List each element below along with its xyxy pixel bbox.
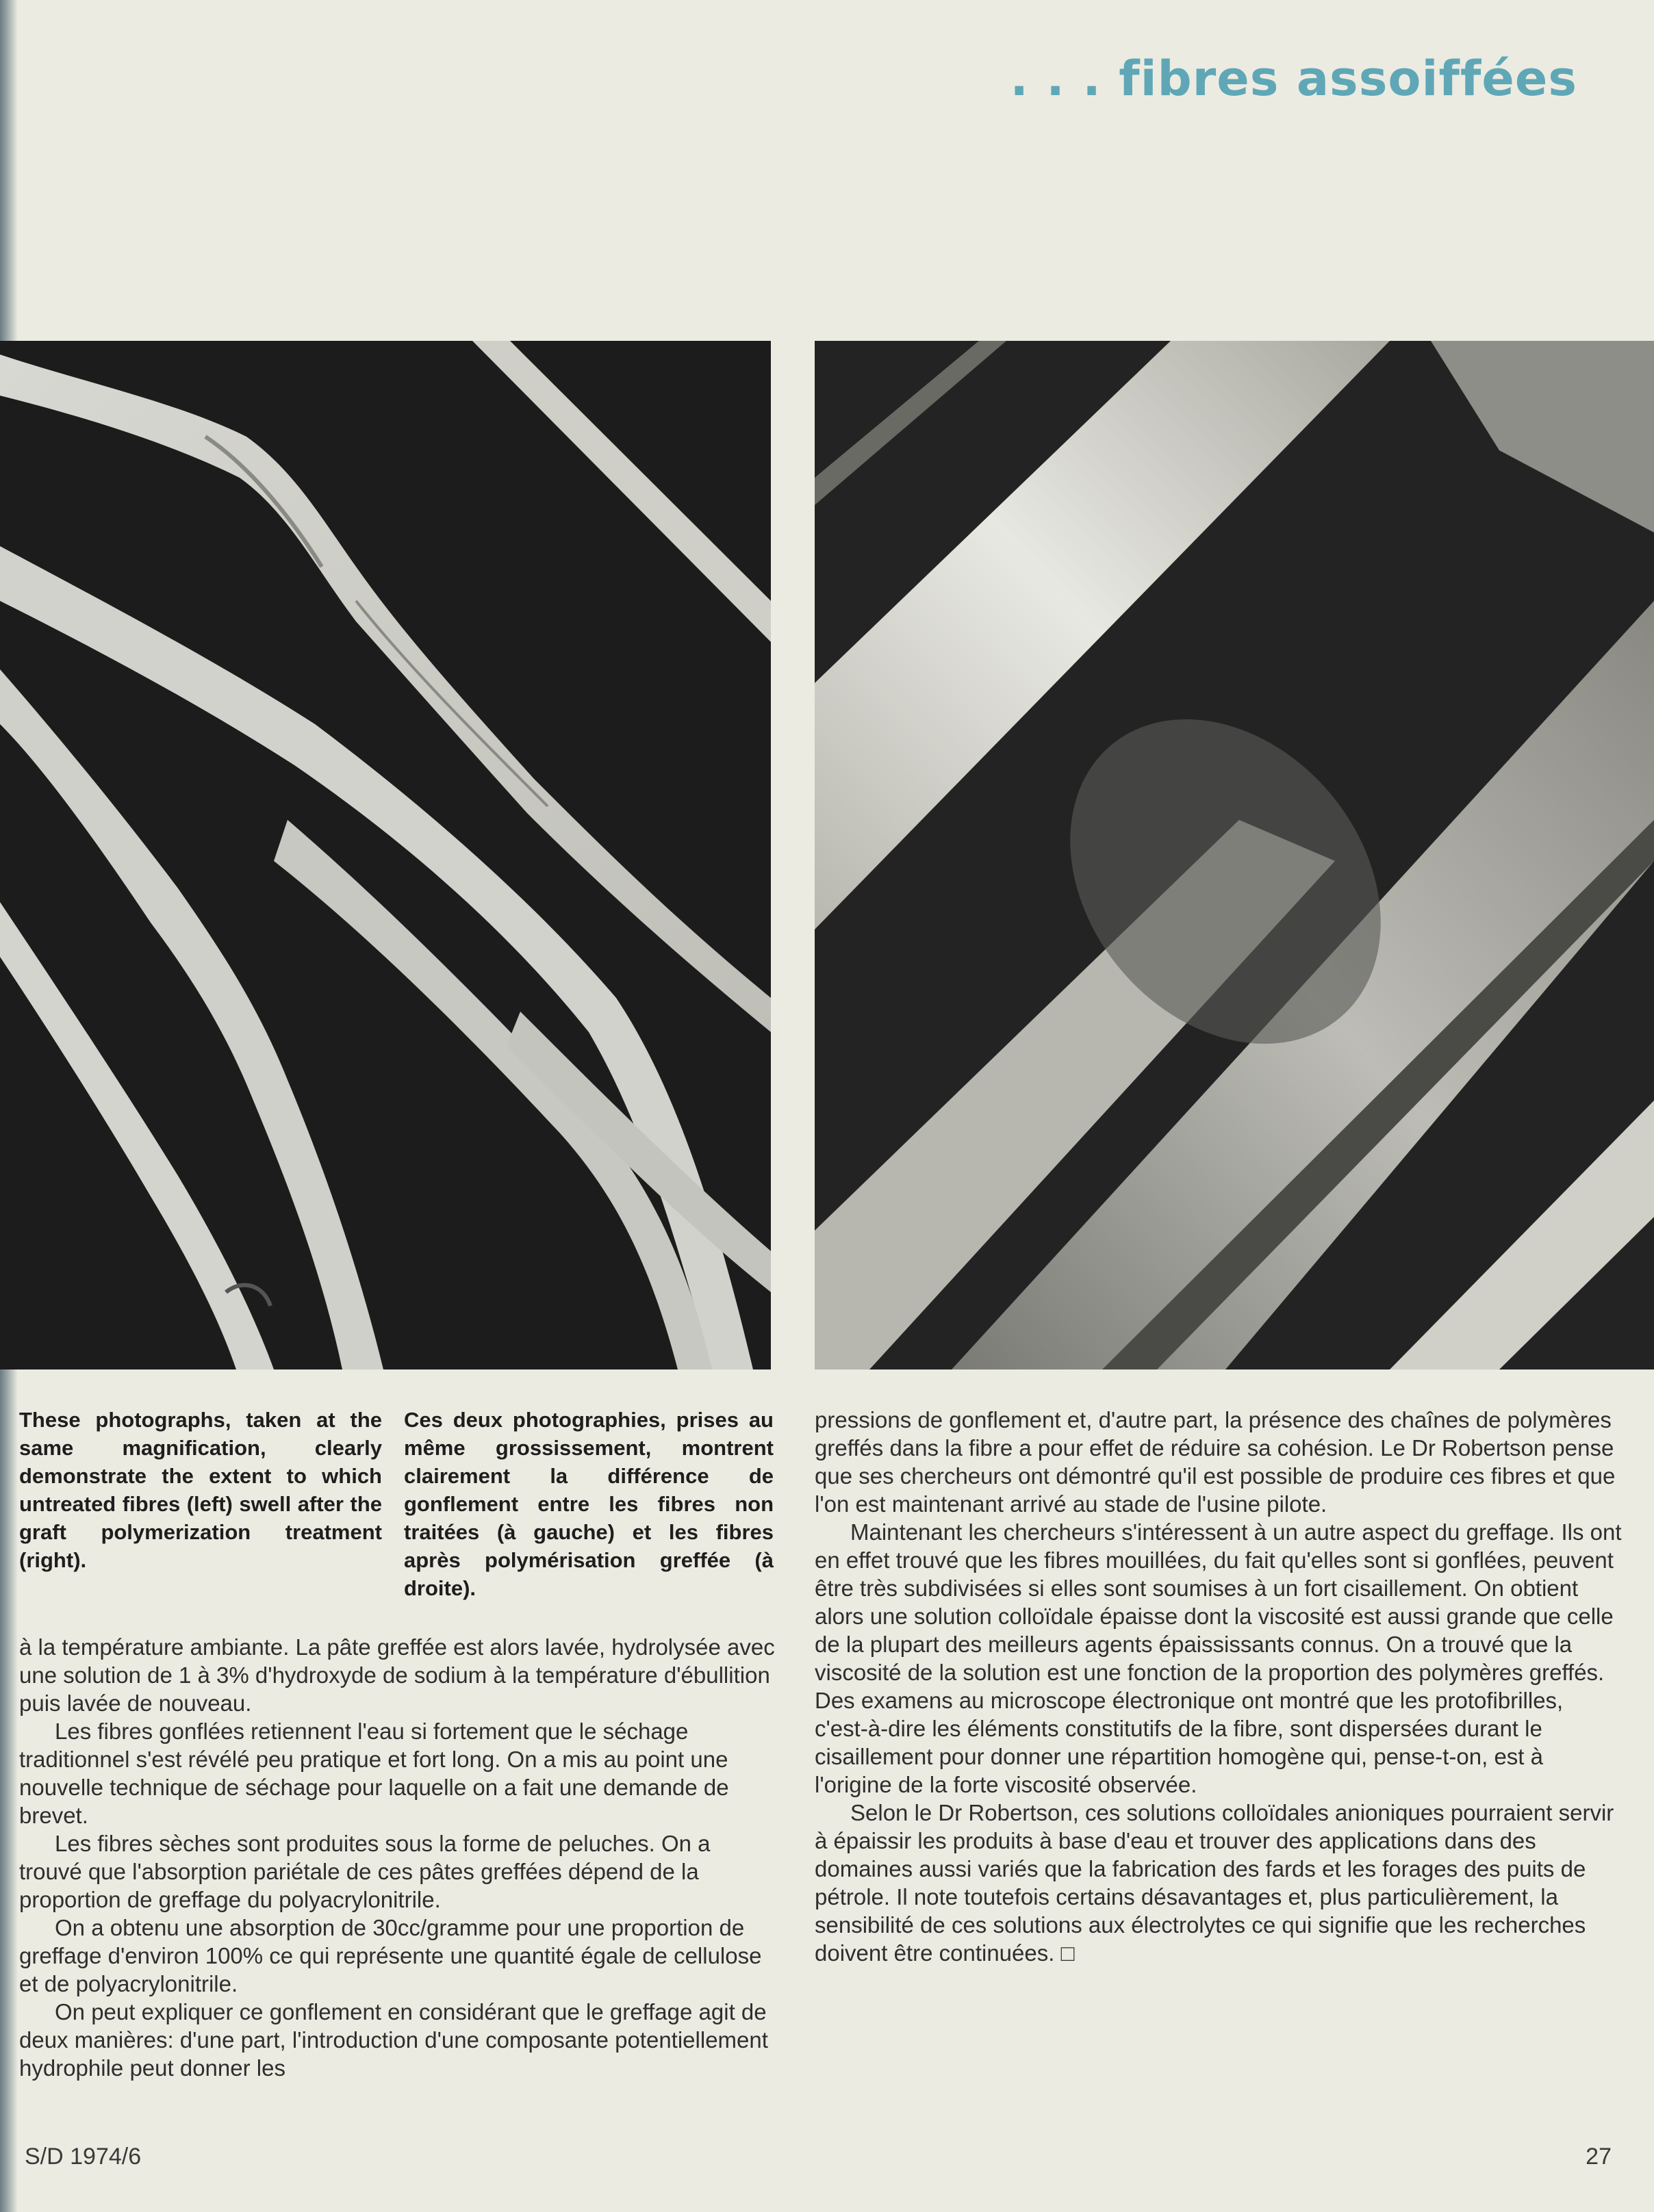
grafted-fibres-image <box>815 341 1654 1369</box>
paragraph: On peut expliquer ce gonflement en considérant que le greffage agit de deux manières: d'une part, l'introduction d'une composante potentiellement hydrophile peut donner les <box>19 1999 768 2081</box>
untreated-fibres-image <box>0 341 771 1369</box>
paragraph: à la température ambiante. La pâte greffée est alors lavée, hydrolysée avec une solution de 1 à 3% d'hydroxyde de sodium à la température d'ébullition puis lavée de nouveau. <box>19 1634 775 1716</box>
body-column-left <box>19 1633 779 2082</box>
issue-label: S/D 1974/6 <box>25 2144 142 2170</box>
paragraph: Selon le Dr Robertson, ces solutions colloïdales anioniques pourraient servir à épaissir les produits à base d'eau et trouver des applications dans des domaines aussi variés que la fabrication des fards et les forages des puits de pétrole. Il note toutefois certains désavantages et, plus particulièrement, la sensibilité de ces solutions aux électrolytes ce qui signifie que les recherches doivent être continuées. □ <box>815 1800 1614 1966</box>
paragraph: pressions de gonflement et, d'autre part, la présence des chaînes de polymères greffés dans la fibre a pour effet de réduire sa cohésion. Le Dr Robertson pense que ses chercheurs ont démontré qu'il est possible de produire ces fibres et que l'on est maintenant arrivé au stade de l'usine pilote. <box>815 1407 1616 1517</box>
page-title: . . . fibres assoiffées <box>1010 51 1577 107</box>
paragraph: Les fibres sèches sont produites sous la forme de peluches. On a trouvé que l'absorption pariétale de ces pâtes greffées dépend de la proportion de greffage du polyacrylonitrile. <box>19 1831 711 1912</box>
caption-french: Ces deux photographies, prises au même grossissement, montrent clairement la différence de gonflement entre les fibres non traitées (à gauche) et les fibres après polymérisation greffée (à droite). <box>404 1408 774 1600</box>
caption-english: These photographs, taken at the same magnification, clearly demonstrate the extent to which untreated fibres (left) swell after the graft polymerization treatment (right). <box>19 1408 382 1572</box>
photo-grafted-fibres <box>815 341 1654 1369</box>
page-number: 27 <box>1586 2144 1612 2170</box>
paragraph: Les fibres gonflées retiennent l'eau si fortement que le séchage traditionnel s'est révélé peu pratique et fort long. On a mis au point une nouvelle technique de séchage pour laquelle on a fait une demande de brevet. <box>19 1719 729 1828</box>
paragraph: Maintenant les chercheurs s'intéressent à un autre aspect du greffage. Ils ont en effet trouvé que les fibres mouillées, du fait qu'elles sont si gonflées, peuvent être très subdivisées si elles sont soumises à un fort cisaillement. On obtient alors une solution colloïdale épaisse dont la viscosité est aussi grande que celle de la plupart des meilleurs agents épaississants connus. On a trouvé que la viscosité de la solution est une fonction de la proportion des polymères greffés. Des examens au microscope électronique ont montré que les protofibrilles, c'est-à-dire les éléments constitutifs de la fibre, sont dispersées durant le cisaillement pour donner une répartition homogène qui, pense-t-on, est à l'origine de la forte viscosité observée. <box>815 1519 1622 1797</box>
photo-untreated-fibres <box>0 341 771 1369</box>
body-column-right <box>815 1406 1623 1967</box>
paragraph: On a obtenu une absorption de 30cc/gramme pour une proportion de greffage d'environ 100% ce qui représente une quantité égale de cellulose et de polyacrylonitrile. <box>19 1915 762 1996</box>
